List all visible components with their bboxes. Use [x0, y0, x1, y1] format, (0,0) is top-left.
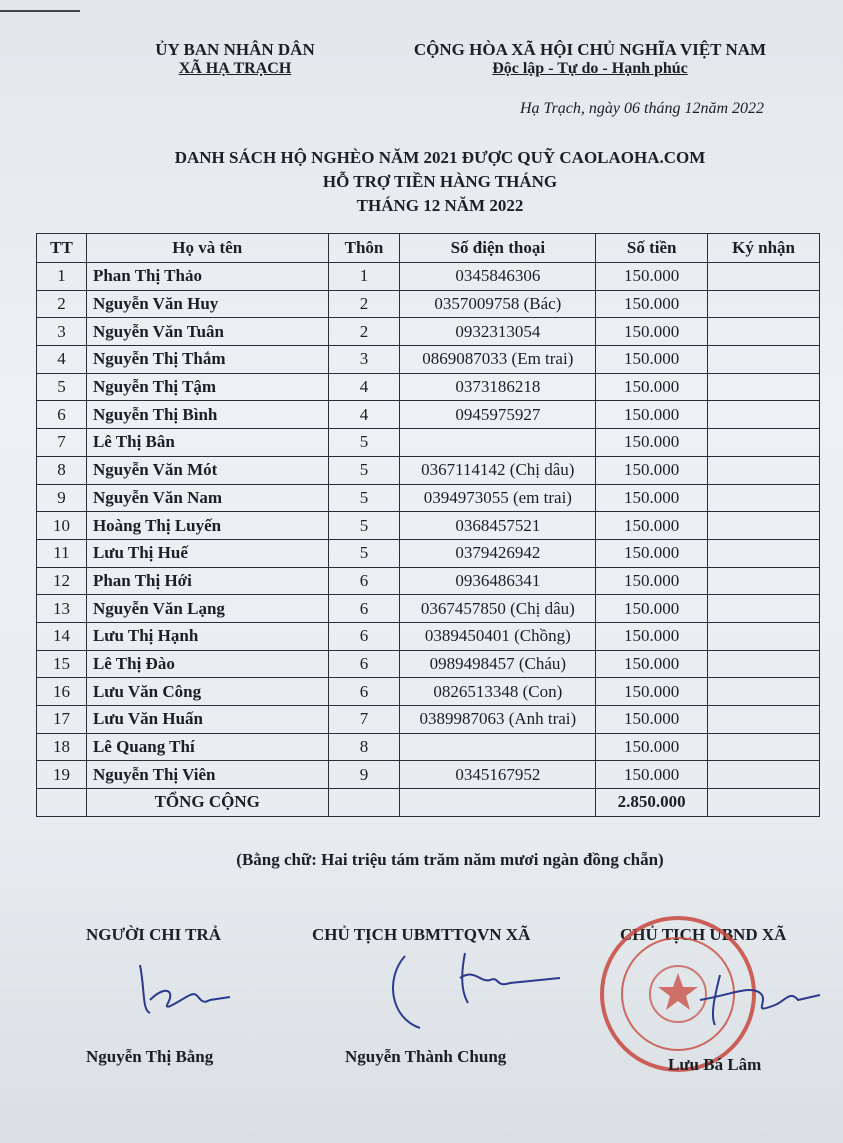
row-number: 5	[37, 373, 87, 401]
row-signature-cell	[708, 678, 820, 706]
row-phone: 0932313054	[400, 318, 596, 346]
edge-mark	[0, 10, 80, 12]
table-row	[37, 650, 820, 678]
row-thon: 6	[328, 678, 400, 706]
row-amount: 150.000	[596, 539, 708, 567]
row-signature-cell	[708, 733, 820, 761]
row-thon: 8	[328, 733, 400, 761]
household-table	[36, 233, 820, 817]
row-number: 2	[37, 290, 87, 318]
row-name: Nguyễn Văn Huy	[86, 290, 328, 318]
table-row	[37, 567, 820, 595]
row-number: 16	[37, 678, 87, 706]
row-amount: 150.000	[596, 678, 708, 706]
row-phone: 0357009758 (Bác)	[400, 290, 596, 318]
row-signature-cell	[708, 512, 820, 540]
row-signature-cell	[708, 622, 820, 650]
date-line: Hạ Trạch, ngày 06 tháng 12năm 2022	[520, 100, 764, 117]
row-amount: 150.000	[596, 595, 708, 623]
row-amount: 150.000	[596, 429, 708, 457]
row-thon: 6	[328, 650, 400, 678]
table-row	[37, 429, 820, 457]
ubnd-role: CHỦ TỊCH UBND XÃ	[620, 925, 787, 944]
row-phone: 0945975927	[400, 401, 596, 429]
table-row	[37, 373, 820, 401]
table-row	[37, 622, 820, 650]
row-thon: 4	[328, 401, 400, 429]
payer-signature	[120, 955, 240, 1025]
table-row	[37, 456, 820, 484]
row-signature-cell	[708, 567, 820, 595]
mttq-name: Nguyễn Thành Chung	[345, 1047, 507, 1066]
table-row	[37, 401, 820, 429]
row-name: Nguyễn Văn Lạng	[86, 595, 328, 623]
row-signature-cell	[708, 318, 820, 346]
table-row	[37, 318, 820, 346]
row-signature-cell	[708, 263, 820, 291]
table-row	[37, 512, 820, 540]
row-phone: 0394973055 (em trai)	[400, 484, 596, 512]
row-signature-cell	[708, 290, 820, 318]
row-signature-cell	[708, 373, 820, 401]
row-amount: 150.000	[596, 567, 708, 595]
title-line1: DANH SÁCH HỘ NGHÈO NĂM 2021 ĐƯỢC QUỸ CAOLAOHA.COM	[174, 148, 706, 167]
row-signature-cell	[708, 429, 820, 457]
row-signature-cell	[708, 595, 820, 623]
row-name: Lưu Văn Huấn	[86, 706, 328, 734]
amount-in-words: (Bằng chữ: Hai triệu tám trăm năm mươi ngàn đồng chẵn)	[236, 850, 664, 869]
row-name: Lê Thị Đào	[86, 650, 328, 678]
table-row	[37, 484, 820, 512]
row-thon: 2	[328, 290, 400, 318]
row-number: 17	[37, 706, 87, 734]
col-header-name: Họ và tên	[86, 234, 328, 263]
table-row	[37, 733, 820, 761]
col-header-phone: Số điện thoại	[400, 234, 596, 263]
row-thon: 6	[328, 567, 400, 595]
row-number: 7	[37, 429, 87, 457]
row-phone: 0345167952	[400, 761, 596, 789]
row-number: 18	[37, 733, 87, 761]
row-amount: 150.000	[596, 290, 708, 318]
row-number: 11	[37, 539, 87, 567]
row-number: 13	[37, 595, 87, 623]
row-signature-cell	[708, 761, 820, 789]
row-phone: 0368457521	[400, 512, 596, 540]
row-name: Nguyễn Thị Bình	[86, 401, 328, 429]
row-thon: 3	[328, 346, 400, 374]
row-thon: 5	[328, 429, 400, 457]
row-name: Nguyễn Thị Tậm	[86, 373, 328, 401]
row-thon: 6	[328, 622, 400, 650]
row-phone: 0373186218	[400, 373, 596, 401]
row-name: Nguyễn Văn Nam	[86, 484, 328, 512]
table-row	[37, 678, 820, 706]
row-name: Nguyễn Thị Viên	[86, 761, 328, 789]
row-amount: 150.000	[596, 456, 708, 484]
row-phone: 0989498457 (Cháu)	[400, 650, 596, 678]
row-amount: 150.000	[596, 373, 708, 401]
col-header-signature: Ký nhận	[708, 234, 820, 263]
issuer-line1: ỦY BAN NHÂN DÂN	[155, 40, 315, 59]
row-thon: 5	[328, 456, 400, 484]
row-number: 3	[37, 318, 87, 346]
total-amount: 2.850.000	[596, 789, 708, 817]
row-name: Lưu Thị Hạnh	[86, 622, 328, 650]
row-name: Phan Thị Hới	[86, 567, 328, 595]
row-name: Phan Thị Thảo	[86, 263, 328, 291]
title-line2: HỖ TRỢ TIỀN HÀNG THÁNG	[322, 172, 558, 191]
table-row	[37, 706, 820, 734]
col-header-tt: TT	[37, 234, 87, 263]
row-name: Lưu Thị Huế	[86, 539, 328, 567]
country-name: CỘNG HÒA XÃ HỘI CHỦ NGHĨA VIỆT NAM	[413, 40, 767, 59]
row-amount: 150.000	[596, 512, 708, 540]
table-row	[37, 595, 820, 623]
row-number: 4	[37, 346, 87, 374]
table-row	[37, 761, 820, 789]
title-line3: THÁNG 12 NĂM 2022	[356, 196, 524, 215]
total-blank	[400, 789, 596, 817]
payer-role: NGƯỜI CHI TRẢ	[86, 925, 222, 944]
row-phone: 0826513348 (Con)	[400, 678, 596, 706]
row-name: Lưu Văn Công	[86, 678, 328, 706]
row-amount: 150.000	[596, 401, 708, 429]
row-amount: 150.000	[596, 733, 708, 761]
row-number: 9	[37, 484, 87, 512]
row-amount: 150.000	[596, 346, 708, 374]
row-name: Nguyễn Văn Mót	[86, 456, 328, 484]
row-thon: 5	[328, 512, 400, 540]
row-signature-cell	[708, 456, 820, 484]
motto: Độc lập - Tự do - Hạnh phúc	[492, 60, 688, 77]
row-phone: 0936486341	[400, 567, 596, 595]
total-blank	[328, 789, 400, 817]
row-number: 19	[37, 761, 87, 789]
table-row	[37, 263, 820, 291]
row-amount: 150.000	[596, 318, 708, 346]
row-thon: 9	[328, 761, 400, 789]
row-phone	[400, 733, 596, 761]
mttq-role: CHỦ TỊCH UBMTTQVN XÃ	[312, 925, 531, 944]
row-signature-cell	[708, 346, 820, 374]
row-amount: 150.000	[596, 706, 708, 734]
table-row	[37, 539, 820, 567]
row-thon: 5	[328, 539, 400, 567]
row-number: 10	[37, 512, 87, 540]
table-row	[37, 290, 820, 318]
row-phone: 0389450401 (Chồng)	[400, 622, 596, 650]
row-name: Lê Thị Bân	[86, 429, 328, 457]
row-number: 6	[37, 401, 87, 429]
row-amount: 150.000	[596, 761, 708, 789]
total-blank	[708, 789, 820, 817]
total-label: TỔNG CỘNG	[86, 789, 328, 817]
ubnd-name: Lưu Bá Lâm	[668, 1055, 762, 1074]
row-signature-cell	[708, 706, 820, 734]
payer-name: Nguyễn Thị Bằng	[86, 1047, 214, 1066]
issuer-block	[120, 40, 350, 78]
issuer-line2: XÃ HẠ TRẠCH	[178, 60, 292, 77]
row-signature-cell	[708, 650, 820, 678]
row-amount: 150.000	[596, 650, 708, 678]
row-thon: 2	[328, 318, 400, 346]
row-thon: 1	[328, 263, 400, 291]
row-thon: 4	[328, 373, 400, 401]
national-motto-block	[370, 40, 810, 78]
row-name: Hoàng Thị Luyến	[86, 512, 328, 540]
row-name: Nguyễn Văn Tuân	[86, 318, 328, 346]
row-phone: 0869087033 (Em trai)	[400, 346, 596, 374]
row-phone	[400, 429, 596, 457]
row-thon: 7	[328, 706, 400, 734]
col-header-thon: Thôn	[328, 234, 400, 263]
row-number: 8	[37, 456, 87, 484]
total-row	[37, 789, 820, 817]
row-phone: 0389987063 (Anh trai)	[400, 706, 596, 734]
row-phone: 0345846306	[400, 263, 596, 291]
row-number: 1	[37, 263, 87, 291]
row-signature-cell	[708, 401, 820, 429]
row-signature-cell	[708, 539, 820, 567]
table-header-row	[37, 234, 820, 263]
row-name: Nguyễn Thị Thắm	[86, 346, 328, 374]
row-thon: 5	[328, 484, 400, 512]
row-number: 12	[37, 567, 87, 595]
row-signature-cell	[708, 484, 820, 512]
row-amount: 150.000	[596, 263, 708, 291]
row-number: 15	[37, 650, 87, 678]
row-name: Lê Quang Thí	[86, 733, 328, 761]
row-phone: 0379426942	[400, 539, 596, 567]
col-header-amount: Số tiền	[596, 234, 708, 263]
ubnd-signature	[680, 965, 830, 1035]
row-phone: 0367457850 (Chị dâu)	[400, 595, 596, 623]
row-amount: 150.000	[596, 622, 708, 650]
mttq-signature	[380, 948, 580, 1038]
row-phone: 0367114142 (Chị dâu)	[400, 456, 596, 484]
row-thon: 6	[328, 595, 400, 623]
total-blank	[37, 789, 87, 817]
row-amount: 150.000	[596, 484, 708, 512]
table-row	[37, 346, 820, 374]
row-number: 14	[37, 622, 87, 650]
